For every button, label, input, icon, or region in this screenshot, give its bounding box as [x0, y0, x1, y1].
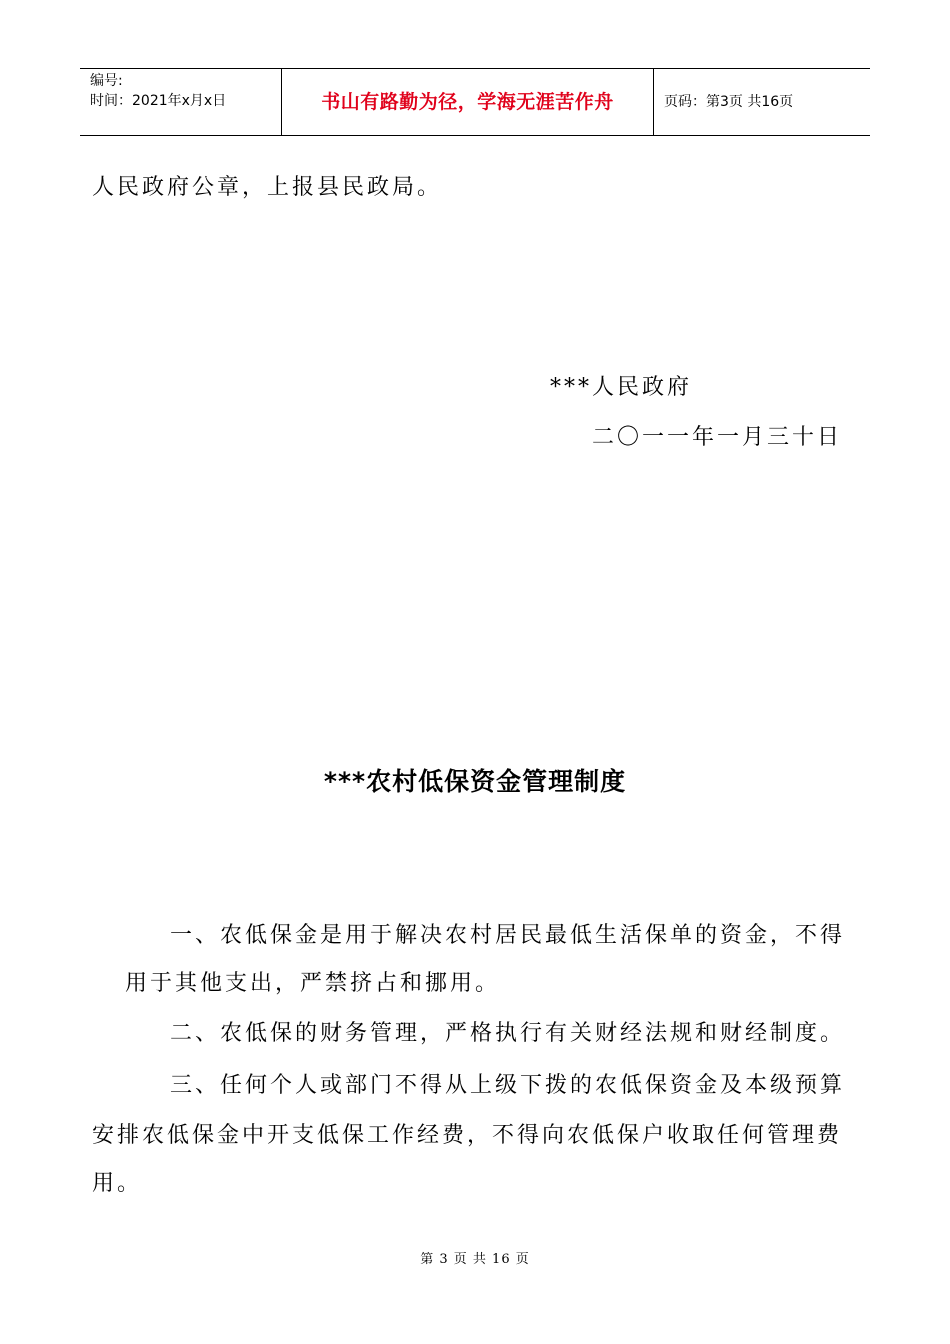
document-title: ***农村低保资金管理制度	[323, 767, 627, 796]
signature-date: 二〇一一年一月三十日	[592, 425, 843, 450]
paragraph-2: 二、农低保的财务管理，严格执行有关财经法规和财经制度。	[170, 1021, 846, 1046]
signature-organization: ***人民政府	[550, 375, 693, 400]
document-header	[80, 68, 870, 136]
document-date-label: 时间：2021年x月x日	[90, 93, 227, 109]
header-motto-cell	[282, 69, 654, 135]
paragraph-1-line-1: 一、农低保金是用于解决农村居民最低生活保单的资金，不得	[170, 923, 846, 948]
page-footer: 第 3 页 共 16 页	[420, 1252, 530, 1267]
document-number-label: 编号:	[90, 73, 123, 89]
header-page-info: 页码：第3页 共16页	[664, 94, 794, 110]
body-line-continuation: 人民政府公章，上报县民政局。	[92, 175, 443, 200]
header-meta	[80, 69, 282, 135]
paragraph-1-line-2: 用于其他支出，严禁挤占和挪用。	[125, 971, 501, 996]
paragraph-3-line-2: 安排农低保金中开支低保工作经费，不得向农低保户收取任何管理费	[92, 1123, 843, 1148]
header-motto: 书山有路勤为径，学海无涯苦作舟	[321, 91, 614, 113]
paragraph-3-line-1: 三、任何个人或部门不得从上级下拨的农低保资金及本级预算	[170, 1073, 846, 1098]
paragraph-3-line-3: 用。	[92, 1171, 143, 1196]
